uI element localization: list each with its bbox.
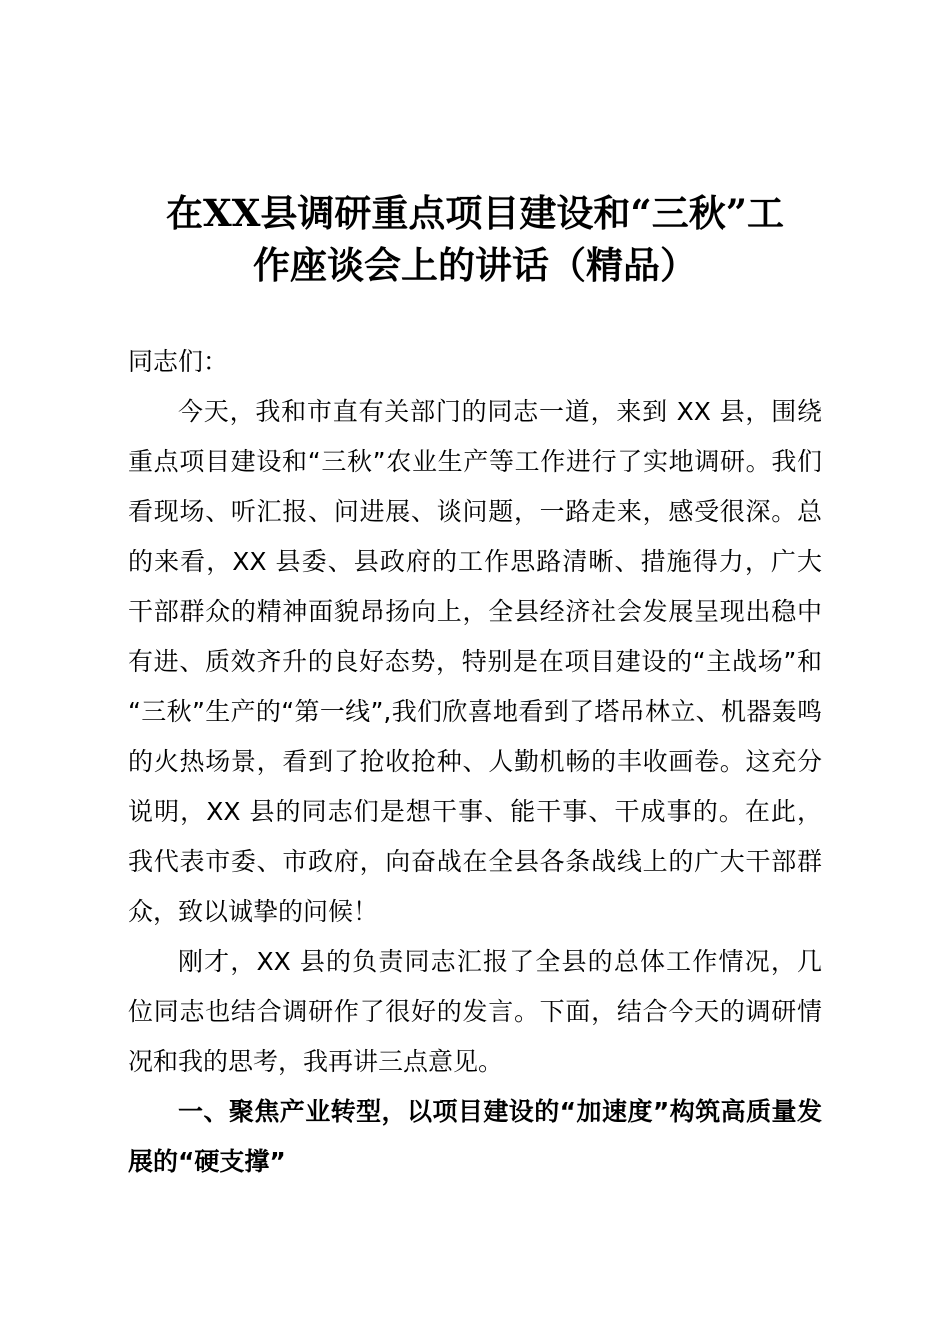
title-line: 在XX县调研重点项目建设和“三秋”工	[166, 191, 784, 235]
salutation: 同志们：	[128, 347, 229, 376]
text-line: 况和我的思考，我再讲三点意见。	[128, 1047, 504, 1076]
text-line: 的来看，XX 县委、县政府的工作思路清晰、措施得力，广大	[128, 547, 822, 576]
text-line: 有进、质效齐升的良好态势，特别是在项目建设的“主战场”和	[128, 647, 822, 676]
text-line: 说明，XX 县的同志们是想干事、能干事、干成事的。在此，	[128, 797, 822, 826]
text-line: 位同志也结合调研作了很好的发言。下面，结合今天的调研情	[128, 997, 822, 1026]
text-line: 今天，我和市直有关部门的同志一道，来到 XX 县，围绕	[178, 397, 822, 426]
text-line: “三秋”生产的“第一线”,我们欣喜地看到了塔吊林立、机器轰鸣	[128, 697, 822, 726]
text-line: 刚才，XX 县的负责同志汇报了全县的总体工作情况，几	[178, 947, 822, 976]
heading-line: 展的“硬支撑”	[128, 1147, 286, 1176]
text-line: 我代表市委、市政府，向奋战在全县各条战线上的广大干部群	[128, 847, 822, 876]
heading-line: 一、聚焦产业转型，以项目建设的“加速度”构筑高质量发	[178, 1097, 822, 1126]
text-line: 重点项目建设和“三秋”农业生产等工作进行了实地调研。我们	[128, 447, 822, 476]
text-line: 众，致以诚挚的问候！	[128, 897, 379, 926]
text-line: 看现场、听汇报、问进展、谈问题，一路走来，感受很深。总	[128, 497, 822, 526]
text-line: 的火热场景，看到了抢收抢种、人勤机畅的丰收画卷。这充分	[128, 747, 822, 776]
title-line: 作座谈会上的讲话（精品）	[253, 243, 697, 287]
text-line: 干部群众的精神面貌昂扬向上，全县经济社会发展呈现出稳中	[128, 597, 822, 626]
